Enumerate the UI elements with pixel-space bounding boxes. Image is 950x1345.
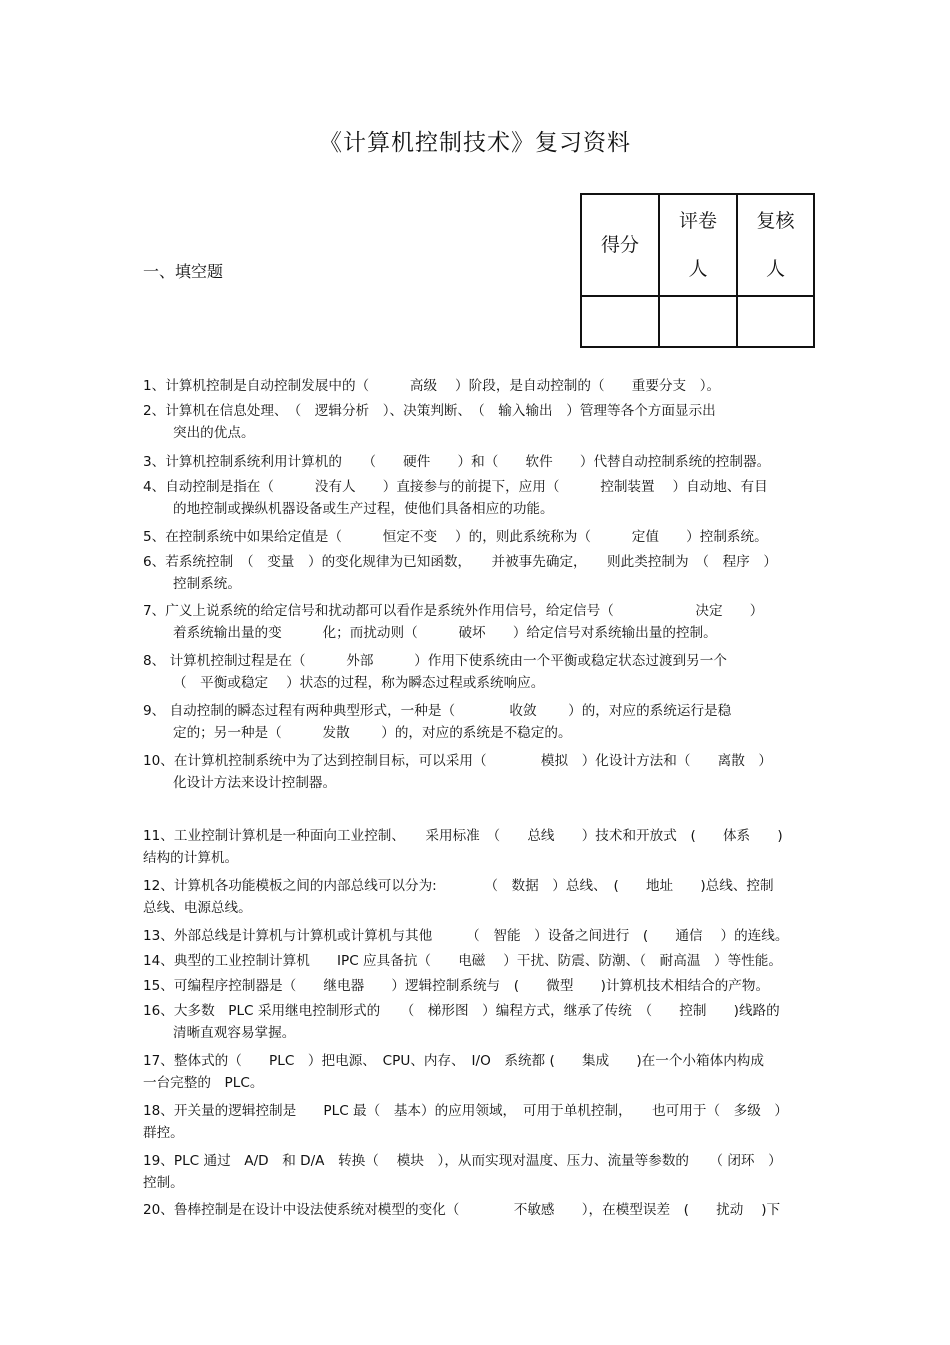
- question-16: [143, 1000, 811, 1044]
- question-text: 广义上说系统的给定信号和扰动都可以看作是系统外作用信号，给定信号（ 决定 ）: [165, 603, 764, 619]
- reviewer-label-line2: 人: [765, 258, 785, 280]
- question-text: 整体式的（ PLC ）把电源、 CPU、内存、 I/O 系统都 ( 集成 )在一个小箱体内构成: [173, 1053, 764, 1069]
- question-number: 10、: [143, 753, 174, 769]
- question-text: 计算机控制是自动控制发展中的（ 高级 ）阶段，是自动控制的（ 重要分支 ）。: [165, 378, 721, 394]
- grader-label-line2: 人: [688, 258, 708, 280]
- question-text: 计算机各功能模板之间的内部总线可以分为: （ 数据 ）总线、 ( 地址 )总线、控制: [173, 878, 774, 894]
- question-number: 16、: [143, 1003, 174, 1019]
- question-14: [143, 950, 811, 972]
- question-6: [143, 551, 811, 595]
- question-number: 6、: [143, 554, 166, 570]
- question-number: 15、: [143, 978, 174, 994]
- question-number: 13、: [143, 928, 174, 944]
- question-text: 可编程序控制器是（ 继电器 ）逻辑控制系统与 ( 微型 )计算机技术相结合的产物。: [173, 978, 770, 994]
- question-number: 7、: [143, 603, 166, 619]
- question-number: 8、: [143, 653, 166, 669]
- question-text-cont: 清晰直观容易掌握。: [173, 1025, 296, 1041]
- question-number: 1、: [143, 378, 166, 394]
- score-table: [580, 193, 815, 348]
- score-cell-header: 得分: [581, 194, 659, 296]
- question-text: 鲁棒控制是在设计中设法使系统对模型的变化（ 不敏感 ），在模型误差 ( 扰动 )下: [173, 1202, 781, 1218]
- grader-input-cell[interactable]: [659, 296, 737, 347]
- question-17: [143, 1050, 811, 1094]
- question-text: 外部总线是计算机与计算机或计算机与其他 （ 智能 ）设备之间进行 ( 通信 ）的连线。: [173, 928, 789, 944]
- question-9: [143, 700, 811, 744]
- question-text: 开关量的逻辑控制是 PLC 最（ 基本）的应用领域， 可用于单机控制， 也可用于（ 多级 ）: [173, 1103, 789, 1119]
- question-text: 典型的工业控制计算机 IPC 应具备抗（ 电磁 ）干扰、防震、防潮、（ 耐高温 ）等性能。: [173, 953, 782, 969]
- question-number: 5、: [143, 529, 166, 545]
- question-3: [143, 451, 811, 473]
- question-number: 17、: [143, 1053, 174, 1069]
- grader-cell-header: [659, 194, 737, 296]
- question-text-cont: 结构的计算机。: [143, 850, 239, 866]
- question-text: 计算机控制系统利用计算机的 （ 硬件 ）和（ 软件 ）代替自动控制系统的控制器。: [165, 454, 771, 470]
- question-10: [143, 750, 811, 794]
- question-19: [143, 1150, 811, 1194]
- question-text-cont: 群控。: [143, 1125, 184, 1141]
- question-text: 自动控制是指在（ 没有人 ）直接参与的前提下，应用（ 控制装置 ）自动地、有目: [165, 479, 768, 495]
- question-text-cont: 控制系统。: [173, 576, 241, 592]
- question-text-cont: 一台完整的 PLC。: [143, 1075, 264, 1091]
- question-text-cont: 化设计方法来设计控制器。: [173, 775, 337, 791]
- question-text-cont: 着系统输出量的变 化；而扰动则（ 破坏 ）给定信号对系统输出量的控制。: [173, 625, 717, 641]
- question-text: PLC 通过 A/D 和 D/A 转换（ 模块 ），从而实现对温度、压力、流量等参数的 （ 闭环 ）: [173, 1153, 782, 1169]
- question-11: [143, 825, 811, 869]
- question-4: [143, 476, 811, 520]
- question-number: 12、: [143, 878, 174, 894]
- question-number: 3、: [143, 454, 166, 470]
- question-number: 19、: [143, 1153, 174, 1169]
- question-number: 14、: [143, 953, 174, 969]
- question-number: 2、: [143, 403, 166, 419]
- reviewer-input-cell[interactable]: [737, 296, 814, 347]
- question-number: 18、: [143, 1103, 174, 1119]
- question-7: [143, 600, 811, 644]
- question-18: [143, 1100, 811, 1144]
- question-text: 计算机在信息处理、 （ 逻辑分析 ）、决策判断、 （ 输入输出 ）管理等各个方面显示出: [165, 403, 716, 419]
- question-20: [143, 1199, 811, 1221]
- question-text: 自动控制的瞬态过程有两种典型形式，一种是（ 收敛 ）的，对应的系统运行是稳: [165, 703, 732, 719]
- reviewer-cell-header: [737, 194, 814, 296]
- question-text: 在计算机控制系统中为了达到控制目标，可以采用（ 模拟 ）化设计方法和（ 离散 ）: [173, 753, 773, 769]
- question-number: 11、: [143, 828, 174, 844]
- question-text: 工业控制计算机是一种面向工业控制、 采用标准 （ 总线 ）技术和开放式 ( 体系 ): [173, 828, 783, 844]
- question-2: [143, 400, 811, 444]
- question-text-cont: 控制。: [143, 1175, 184, 1191]
- question-15: [143, 975, 811, 997]
- question-13: [143, 925, 811, 947]
- question-8: [143, 650, 811, 694]
- question-1: [143, 375, 811, 397]
- question-text-cont: 突出的优点。: [173, 425, 255, 441]
- question-text-cont: （ 平衡或稳定 ）状态的过程，称为瞬态过程或系统响应。: [173, 675, 545, 691]
- document-title: 《计算机控制技术》复习资料: [319, 130, 631, 156]
- grader-label-line1: 评卷: [678, 210, 717, 232]
- question-number: 20、: [143, 1202, 174, 1218]
- question-text: 计算机控制过程是在（ 外部 ）作用下使系统由一个平衡或稳定状态过渡到另一个: [165, 653, 727, 669]
- question-text-cont: 的地控制或操纵机器设备或生产过程，使他们具备相应的功能。: [173, 501, 554, 517]
- question-text-cont: 定的；另一种是（ 发散 ）的，对应的系统是不稳定的。: [173, 725, 572, 741]
- question-text: 大多数 PLC 采用继电控制形式的 （ 梯形图 ）编程方式，继承了传统 （ 控制 )线路的: [173, 1003, 780, 1019]
- score-input-cell[interactable]: [581, 296, 659, 347]
- question-number: 9、: [143, 703, 166, 719]
- question-12: [143, 875, 811, 919]
- question-text: 若系统控制 （ 变量 ）的变化规律为已知函数， 并被事先确定， 则此类控制为 （ 程序 ）: [165, 554, 777, 570]
- question-text-cont: 总线、电源总线。: [143, 900, 252, 916]
- section-heading: 一、填空题: [143, 262, 224, 281]
- question-5: [143, 526, 811, 548]
- question-text: 在控制系统中如果给定值是（ 恒定不变 ）的，则此系统称为（ 定值 ）控制系统。: [165, 529, 768, 545]
- question-number: 4、: [143, 479, 166, 495]
- reviewer-label-line1: 复核: [756, 210, 795, 232]
